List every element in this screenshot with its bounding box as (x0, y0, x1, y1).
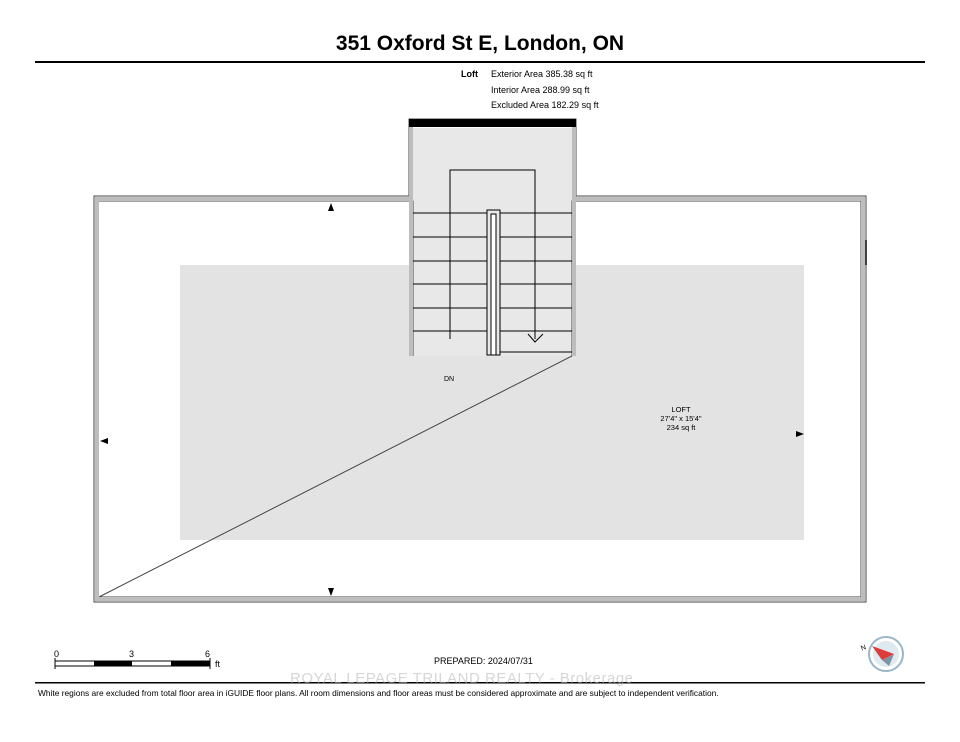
room-area: 234 sq ft (666, 423, 696, 432)
scale-bar (55, 658, 210, 669)
left-arrow-icon (100, 438, 108, 444)
scale-tick-6: 6 (205, 649, 211, 659)
excluded-area: Excluded Area 182.29 sq ft (491, 100, 599, 110)
page-title: 351 Oxford St E, London, ON (335, 32, 625, 55)
stair-top-wall (409, 119, 576, 127)
scale-unit: ft (215, 659, 221, 669)
interior-area: Interior Area 288.99 sq ft (491, 85, 590, 95)
floor-name: Loft (461, 69, 478, 79)
room-name: LOFT (671, 405, 691, 414)
compass-icon (860, 637, 903, 671)
exterior-area: Exterior Area 385.38 sq ft (491, 69, 593, 79)
stair-down-label: DN (444, 376, 455, 383)
bottom-arrow-icon (328, 588, 334, 596)
prepared-date: PREPARED: 2024/07/31 (434, 656, 533, 666)
scale-tick-3: 3 (129, 649, 135, 659)
top-arrow-icon (328, 203, 334, 211)
room-dimensions: 27'4" x 15'4" (660, 414, 702, 423)
disclaimer-text: White regions are excluded from total floor area in iGUIDE floor plans. All room dimensions and floor areas must be considered approximate and are subject to independent verification. (38, 688, 719, 698)
brokerage-watermark: ROYAL LEPAGE TRILAND REALTY - Brokerage (290, 670, 634, 687)
scale-tick-0: 0 (54, 649, 60, 659)
svg-text:N: N (860, 644, 868, 653)
